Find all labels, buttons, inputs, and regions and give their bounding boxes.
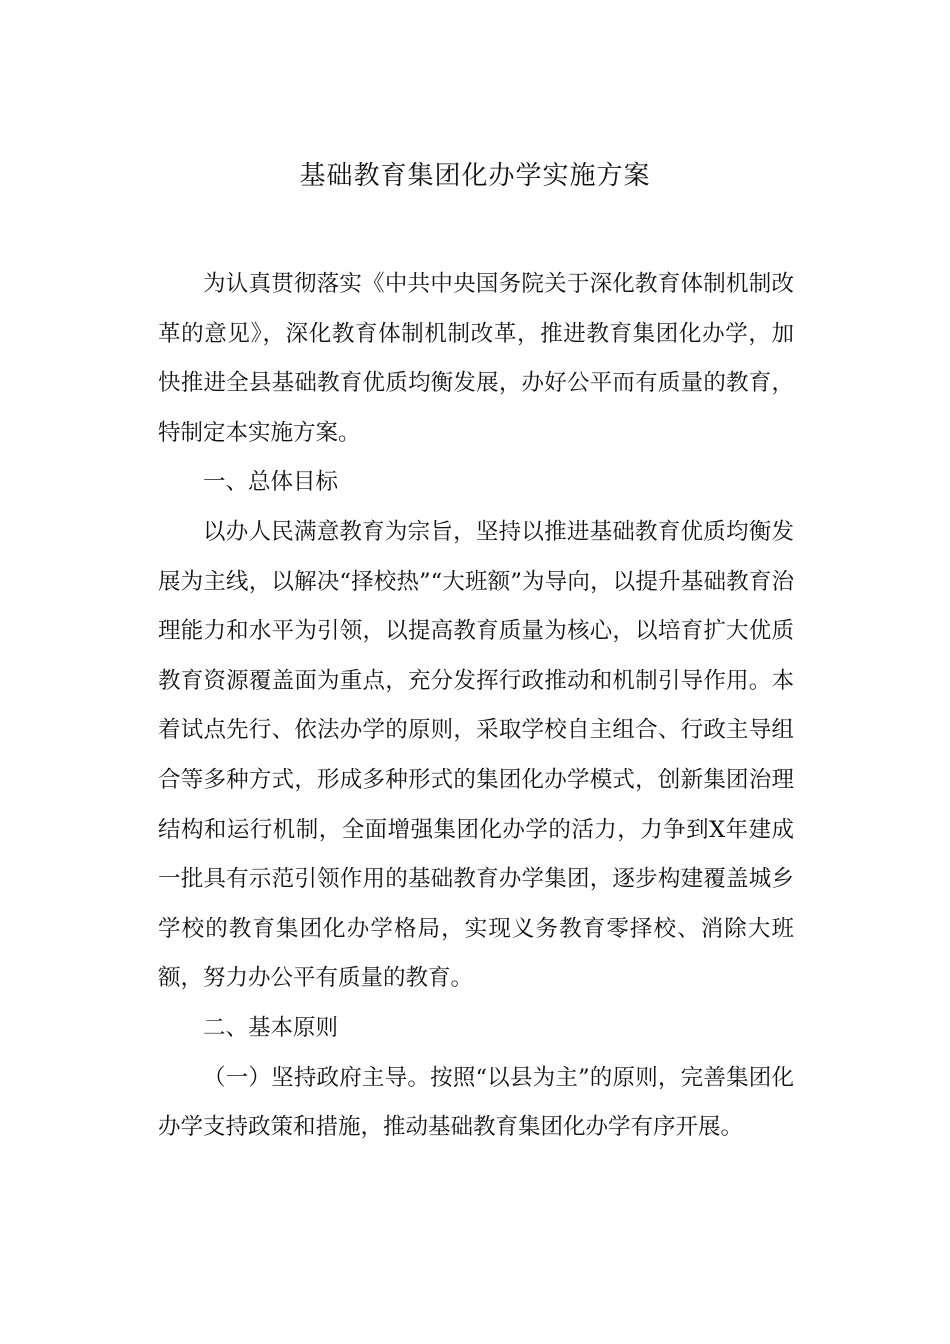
section-heading-overall-goals: 一、总体目标: [203, 469, 339, 496]
section-heading-basic-principles: 二、基本原则: [203, 1014, 339, 1041]
intro-paragraph: 为认真贯彻落实《中共中央国务院关于深化教育体制机制改革的意见》，深化教育体制机制改革，推进教育集团化办学，加快推进全县基础教育优质均衡发展，办好公平而有质量的教育，特制定本实施方案。: [158, 271, 794, 446]
document-body: [158, 260, 794, 1153]
overall-goals-paragraph: 以办人民满意教育为宗旨，坚持以推进基础教育优质均衡发展为主线，以解决“择校热”“大班额”为导向，以提升基础教育治理能力和水平为引领，以提高教育质量为核心，以培育扩大优质教育资源覆盖面为重点，充分发挥行政推动和机制引导作用。本着试点先行、依法办学的原则，采取学校自主组合、行政主导组合等多种方式，形成多种形式的集团化办学模式，创新集团治理结构和运行机制，全面增强集团化办学的活力，力争到X年建成一批具有示范引领作用的基础教育办学集团，逐步构建覆盖城乡学校的教育集团化办学格局，实现义务教育零择校、消除大班额，努力办公平有质量的教育。: [158, 518, 794, 992]
principle-paragraph-1: （一）坚持政府主导。按照“以县为主”的原则，完善集团化办学支持政策和措施，推动基础教育集团化办学有序开展。: [158, 1064, 794, 1141]
document-title: 基础教育集团化办学实施方案: [299, 161, 651, 191]
